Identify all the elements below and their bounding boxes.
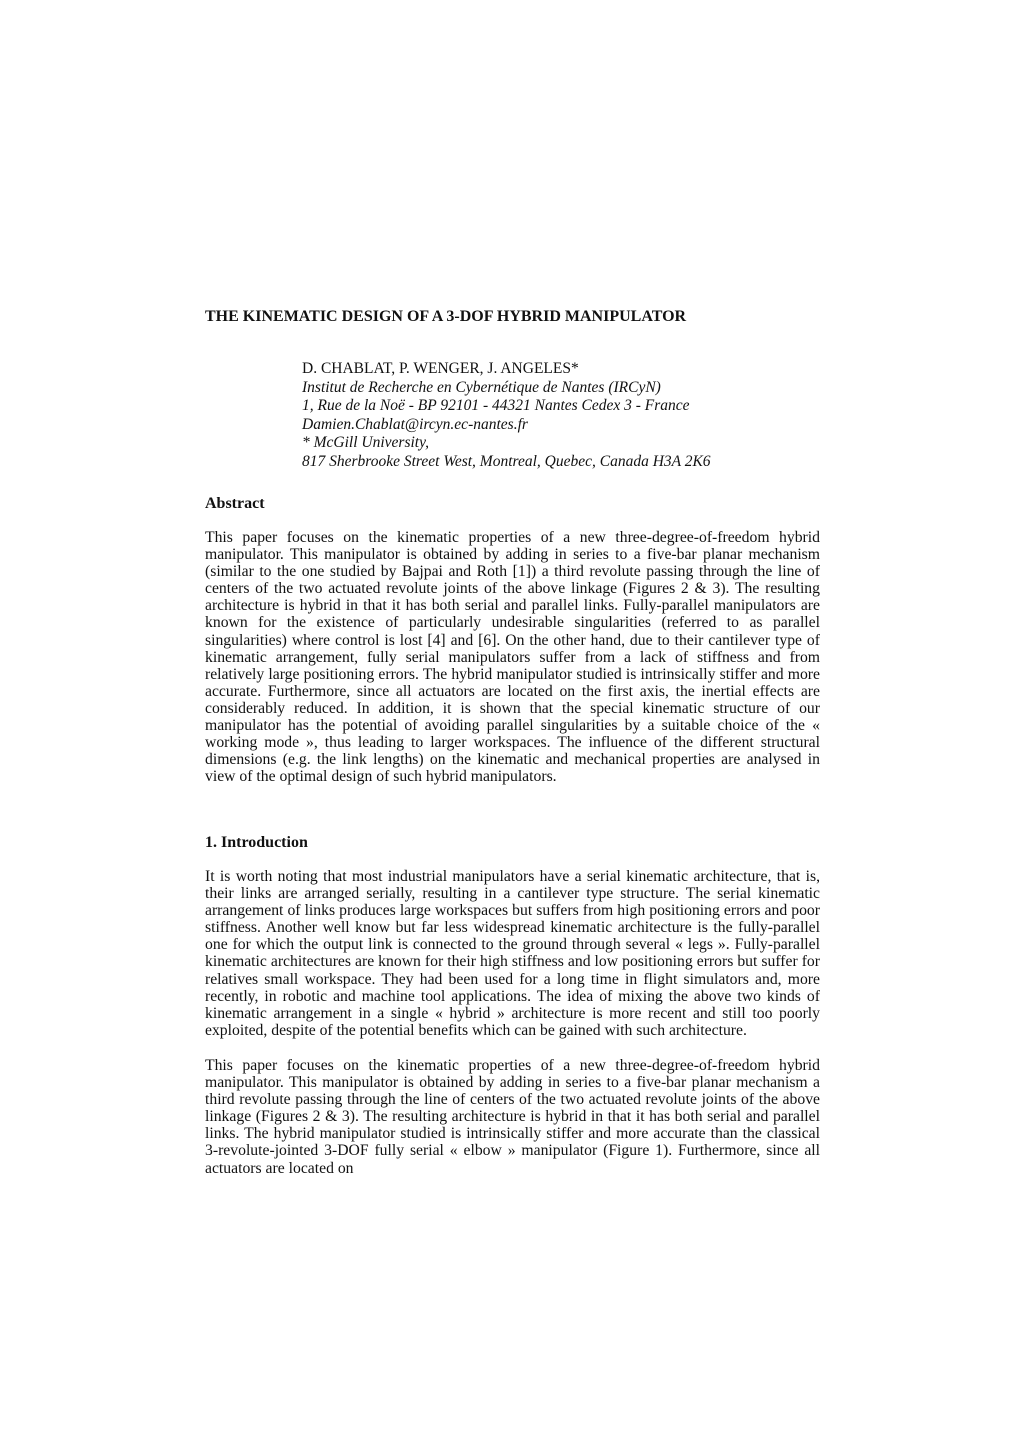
introduction-paragraph-2: This paper focuses on the kinematic properties of a new three-degree-of-freedom hybrid manipulator. This manipulator is obtained by adding in series to a five-bar planar mechanism a third revolute passing through the line of centers of the two actuated revolute joints of the above linkage (Figures 2 & 3). The resulting architecture is hybrid in that it has both serial and parallel links. The hybrid manipulator studied is intrinsically stiffer and more accurate than the classical 3-revolute-jointed 3-DOF fully serial « elbow » manipulator (Figure 1). Furthermore, since all actuators are located on — [205, 1057, 820, 1177]
introduction-paragraph-1: It is worth noting that most industrial manipulators have a serial kinematic architecture, that is, their links are arranged serially, resulting in a cantilever type structure. The serial kinematic arrangement of links produces large workspaces but suffers from high positioning errors and poor stiffness. Another well know but far less widespread kinematic architecture is the fully-parallel one for which the output link is connected to the ground through several « legs ». Fully-parallel kinematic architectures are known for their high stiffness and low positioning errors but suffer for relatives small workspace. They had been used for a long time in flight simulators and, more recently, in robotic and machine tool applications. The idea of mixing the above two kinds of kinematic arrangement in a single « hybrid » architecture is more recent and still too poorly exploited, despite of the potential benefits which can be gained with such architecture. — [205, 868, 820, 1039]
abstract-text: This paper focuses on the kinematic properties of a new three-degree-of-freedom hybrid manipulator. This manipulator is obtained by adding in series to a five-bar planar mechanism (similar to the one studied by Bajpai and Roth [1]) a third revolute passing through the line of centers of the two actuated revolute joints of the above linkage (Figures 2 & 3). The resulting architecture is hybrid in that it has both serial and parallel links. Fully-parallel manipulators are known for the existence of particularly undesirable singularities (referred to as parallel singularities) where control is lost [4] and [6]. On the other hand, due to their cantilever type of kinematic arrangement, fully serial manipulators suffer from a lack of stiffness and from relatively large positioning errors. The hybrid manipulator studied is intrinsically stiffer and more accurate. Furthermore, since all actuators are located on the first axis, the inertial effects are considerably reduced. In addition, it is shown that the special kinematic structure of our manipulator has the potential of avoiding parallel singularities by a suitable choice of the « working mode », thus leading to larger workspaces. The influence of the different structural dimensions (e.g. the link lengths) on the kinematic and mechanical properties are analysed in view of the optimal design of such hybrid manipulators. — [205, 529, 820, 786]
second-affiliation-institute: * McGill University, — [302, 434, 429, 451]
author-email: Damien.Chablat@ircyn.ec-nantes.fr — [302, 415, 528, 433]
author-block — [302, 360, 822, 471]
introduction-heading: 1. Introduction — [205, 834, 308, 851]
affiliation-address: 1, Rue de la Noë - BP 92101 - 44321 Nantes Cedex 3 - France — [302, 397, 690, 414]
author-names: D. CHABLAT, P. WENGER, J. ANGELES* — [302, 360, 579, 377]
affiliation-institute: Institut de Recherche en Cybernétique de Nantes (IRCyN) — [302, 378, 661, 396]
abstract-heading: Abstract — [205, 495, 265, 512]
second-affiliation-address: 817 Sherbrooke Street West, Montreal, Quebec, Canada H3A 2K6 — [302, 452, 711, 470]
paper-title: THE KINEMATIC DESIGN OF A 3-DOF HYBRID MANIPULATOR — [205, 308, 687, 325]
